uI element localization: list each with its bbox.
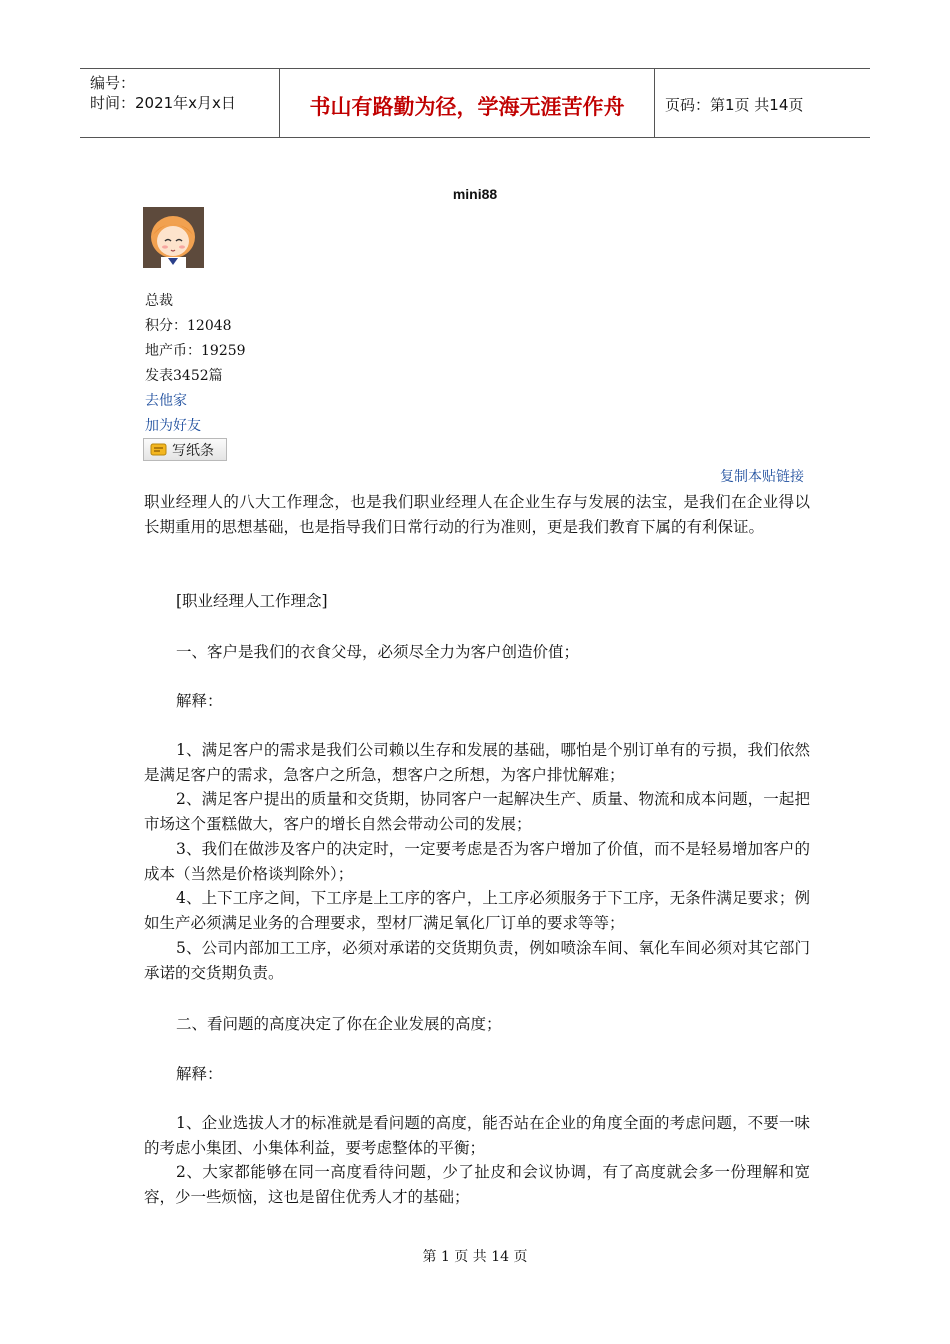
- paragraph-item: 2、满足客户提出的质量和交货期，协同客户一起解决生产、质量、物流和成本问题，一起把市场这个蛋糕做大，客户的增长自然会带动公司的发展；: [144, 790, 810, 833]
- add-friend-link[interactable]: 加为好友: [145, 418, 201, 434]
- paragraph-item: 2、大家都能够在同一高度看待问题，少了扯皮和会议协调，有了高度就会多一份理解和宽容，少一些烦恼，这也是留住优秀人才的基础；: [144, 1163, 810, 1206]
- user-coins: 地产币：19259: [145, 343, 246, 359]
- paragraph-item: 4、上下工序之间，下工序是上工序的客户，上工序必须服务于下工序，无条件满足要求；例如生产必须满足业务的合理要求，型材厂满足氧化厂订单的要求等等；: [144, 889, 810, 932]
- explanation-label: 解释：: [176, 692, 223, 710]
- avatar-image: [143, 207, 204, 268]
- note-icon: [150, 442, 168, 457]
- explanation-label: 解释：: [176, 1065, 223, 1083]
- date-label: 时间：2021年x月x日: [90, 94, 236, 112]
- header-motto: 书山有路勤为径，学海无涯苦作舟: [280, 69, 655, 137]
- principle-1-title: 一、客户是我们的衣食父母，必须尽全力为客户创造价值；: [176, 643, 580, 661]
- header-page-number: 页码：第1页 共14页: [665, 95, 804, 114]
- visit-home-link[interactable]: 去他家: [145, 393, 187, 409]
- write-note-button[interactable]: [143, 438, 227, 461]
- copy-post-link[interactable]: 复制本贴链接: [720, 469, 804, 485]
- principle-2-title: 二、看问题的高度决定了你在企业发展的高度；: [176, 1015, 502, 1033]
- section-heading: [职业经理人工作理念]: [176, 592, 328, 610]
- user-posts: 发表3452篇: [145, 368, 223, 384]
- intro-paragraph: 职业经理人的八大工作理念，也是我们职业经理人在企业生存与发展的法宝，是我们在企业得以长期重用的思想基础，也是指导我们日常行动的行为准则，更是我们教育下属的有利保证。: [144, 493, 810, 536]
- serial-label: 编号：: [90, 74, 136, 92]
- paragraph-item: 5、公司内部加工工序，必须对承诺的交货期负责，例如喷涂车间、氧化车间必须对其它部门承诺的交货期负责。: [144, 939, 810, 982]
- header-meta: [80, 69, 280, 137]
- user-points: 积分：12048: [145, 318, 232, 334]
- page-footer: 第 1 页 共 14 页: [422, 1249, 528, 1265]
- paragraph-item: 3、我们在做涉及客户的决定时，一定要考虑是否为客户增加了价值，而不是轻易增加客户的成本（当然是价格谈判除外）；: [144, 840, 810, 883]
- username[interactable]: mini88: [452, 186, 498, 202]
- paragraph-item: 1、满足客户的需求是我们公司赖以生存和发展的基础，哪怕是个别订单有的亏损，我们依然是满足客户的需求，急客户之所急，想客户之所想，为客户排忧解难；: [144, 741, 810, 784]
- write-note-label: 写纸条: [172, 442, 214, 459]
- user-rank: 总裁: [145, 293, 173, 309]
- paragraph-item: 1、企业选拔人才的标准就是看问题的高度，能否站在企业的角度全面的考虑问题，不要一味的考虑小集团、小集体利益，要考虑整体的平衡；: [144, 1114, 810, 1157]
- avatar[interactable]: [143, 207, 204, 268]
- page-header: [80, 68, 870, 138]
